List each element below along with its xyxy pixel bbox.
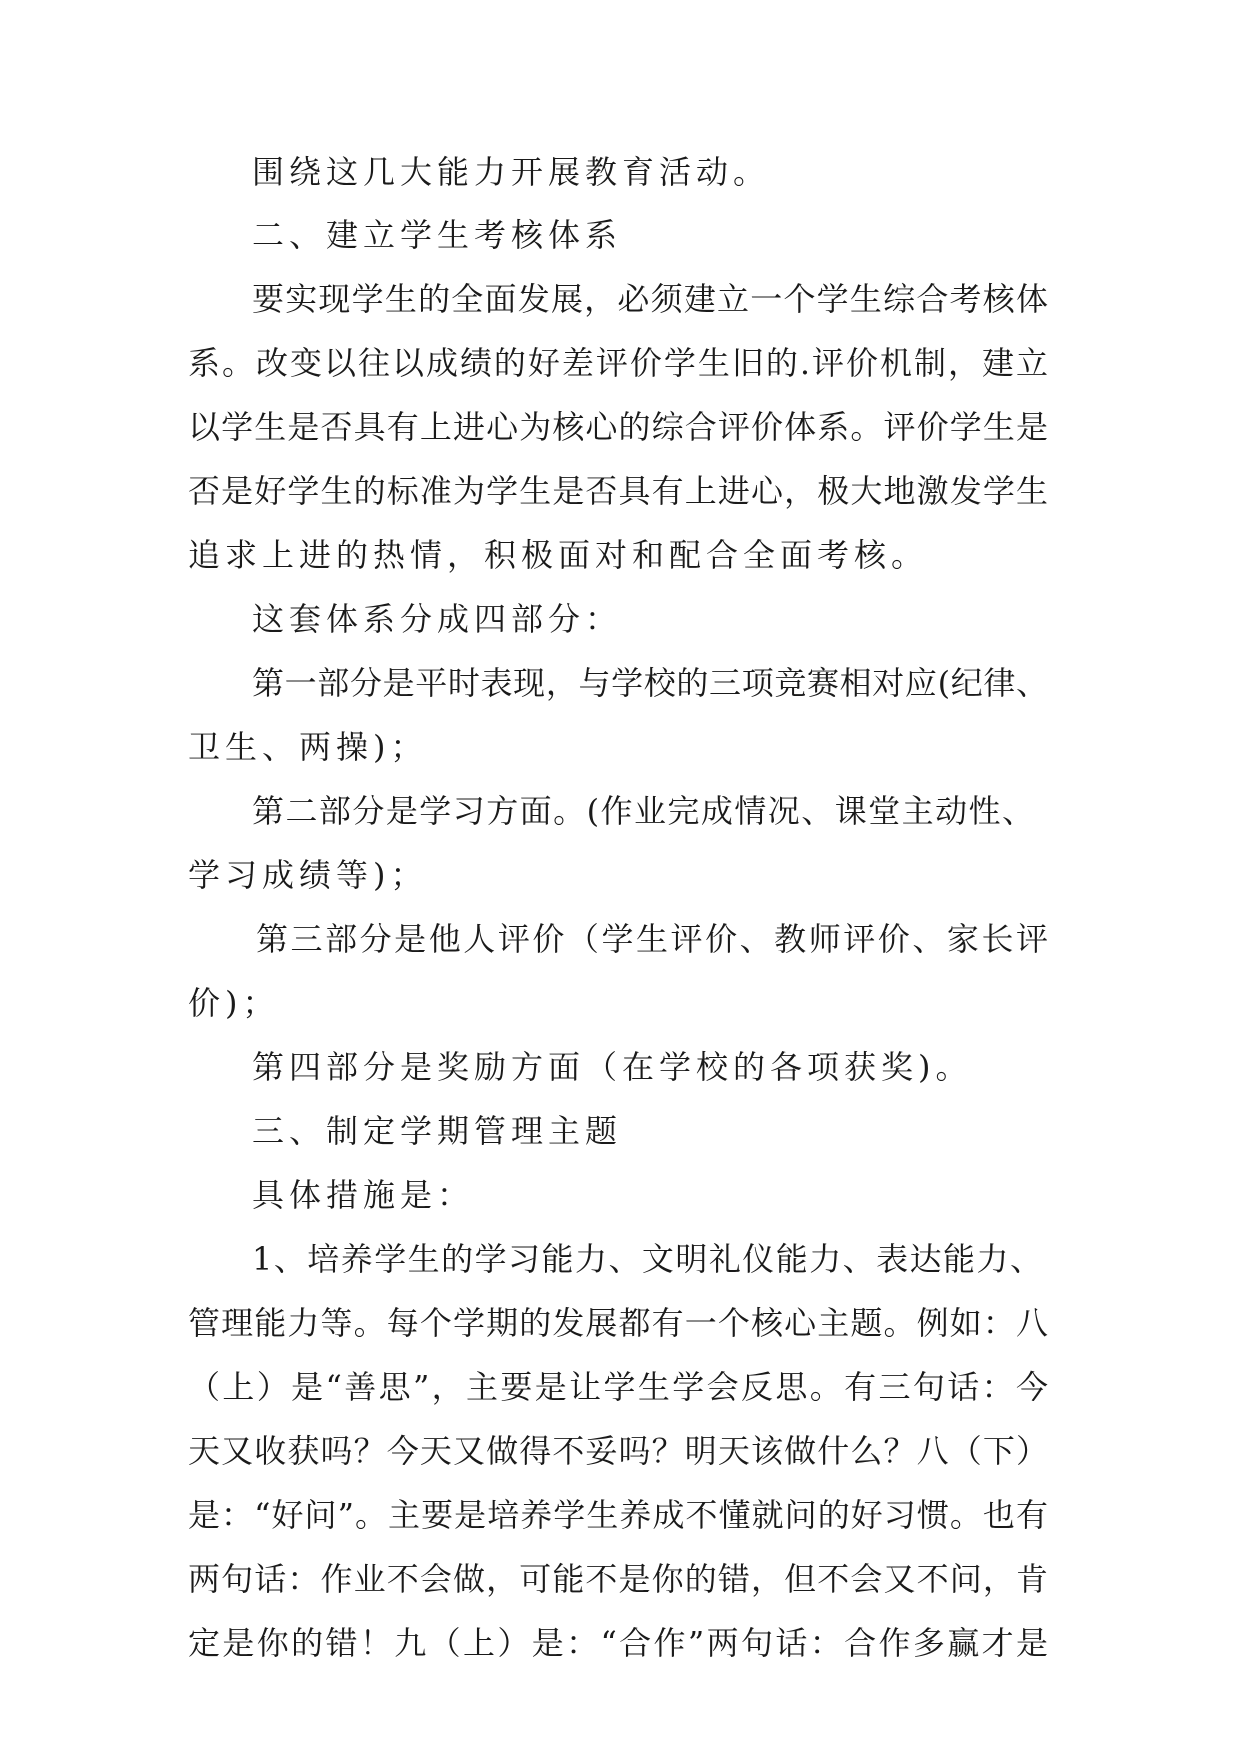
text-line: 价)； xyxy=(188,984,280,1022)
text-line: 要实现学生的全面发展，必须建立一个学生综合考核体 xyxy=(252,280,1048,318)
text-line: 这套体系分成四部分： xyxy=(252,600,623,638)
text-line: 第三部分是他人评价（学生评价、教师评价、家长评 xyxy=(256,920,1048,958)
text-line: 具体措施是： xyxy=(252,1176,475,1214)
text-line: 围绕这几大能力开展教育活动。 xyxy=(252,153,771,191)
text-line: 否是好学生的标准为学生是否具有上进心，极大地激发学生 xyxy=(188,472,1048,510)
text-line: 第一部分是平时表现，与学校的三项竞赛相对应(纪律、 xyxy=(252,664,1048,702)
text-line: （上）是“善思”，主要是让学生学会反思。有三句话：今 xyxy=(188,1368,1048,1406)
text-line: 定是你的错！九（上）是：“合作”两句话：合作多赢才是 xyxy=(188,1624,1048,1662)
text-line: 系。改变以往以成绩的好差评价学生旧的.评价机制，建立 xyxy=(188,344,1048,382)
text-line: 是：“好问”。主要是培养学生养成不懂就问的好习惯。也有 xyxy=(188,1496,1048,1534)
section-heading: 三、制定学期管理主题 xyxy=(252,1112,623,1150)
text-line: 追求上进的热情，积极面对和配合全面考核。 xyxy=(188,536,929,574)
text-line: 学习成绩等)； xyxy=(188,856,428,894)
text-line: 第四部分是奖励方面（在学校的各项获奖)。 xyxy=(252,1048,973,1086)
text-line: 1、培养学生的学习能力、文明礼仪能力、表达能力、 xyxy=(252,1240,1042,1278)
text-line: 天又收获吗？今天又做得不妥吗？明天该做什么？八（下） xyxy=(188,1432,1048,1470)
text-line: 以学生是否具有上进心为核心的综合评价体系。评价学生是 xyxy=(188,408,1048,446)
text-line: 两句话：作业不会做，可能不是你的错，但不会又不问，肯 xyxy=(188,1560,1048,1598)
text-line: 卫生、两操)； xyxy=(188,728,428,766)
section-heading: 二、建立学生考核体系 xyxy=(252,216,623,254)
text-line: 管理能力等。每个学期的发展都有一个核心主题。例如：八 xyxy=(188,1304,1048,1342)
text-line: 第二部分是学习方面。(作业完成情况、课堂主动性、 xyxy=(252,792,1034,830)
